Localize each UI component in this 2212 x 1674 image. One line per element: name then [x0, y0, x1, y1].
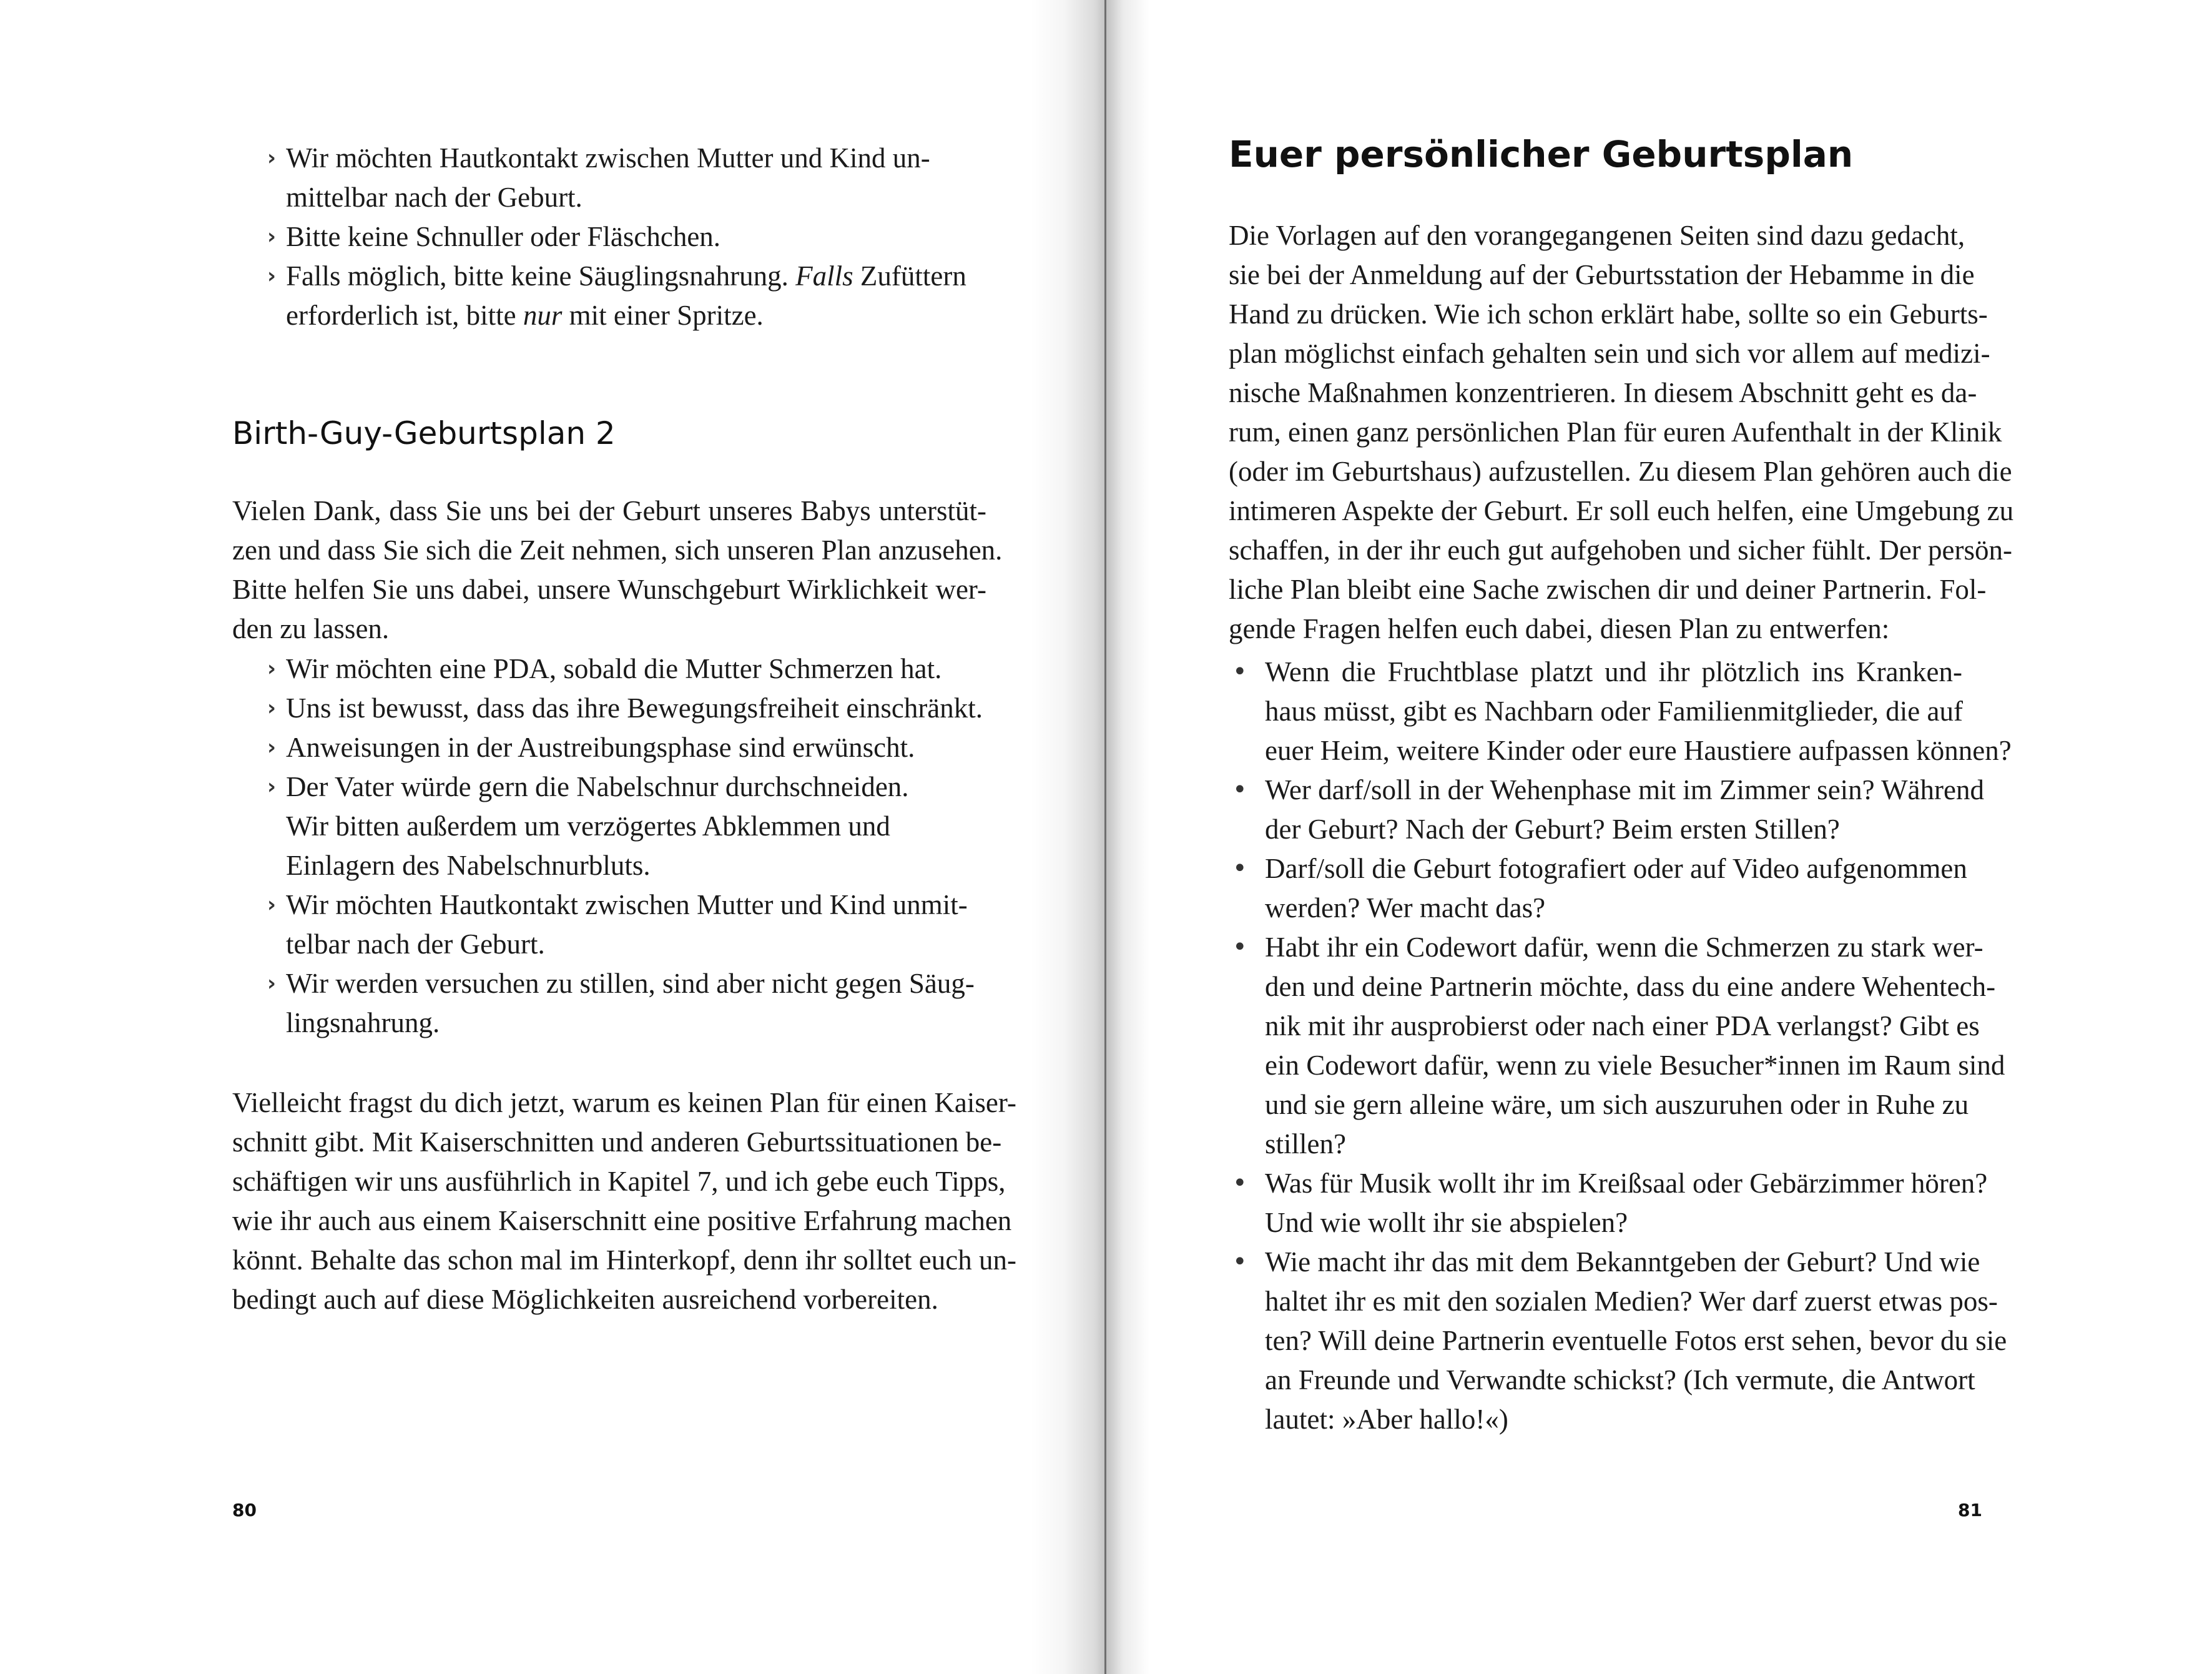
text-line: gende Fragen helfen euch dabei, diesen Plan zu entwerfen: [1229, 613, 1890, 644]
text-line: und sie gern alleine wäre, um sich auszuruhen oder in Ruhe zu [1265, 1089, 1969, 1120]
right-page [1106, 0, 2212, 1674]
bullet-arrow-icon: › [267, 735, 277, 760]
text-line: Vielen Dank, dass Sie uns bei der Geburt unseres Babys unterstüt- [232, 495, 986, 526]
bullet-arrow-icon: › [267, 696, 277, 721]
text-line: schnitt gibt. Mit Kaiserschnitten und anderen Geburtssituationen be- [232, 1126, 1002, 1158]
intro-paragraph-right [1229, 216, 2014, 649]
text-line: intimeren Aspekte der Geburt. Er soll euch helfen, eine Umgebung zu [1229, 495, 2014, 526]
text-line: stillen? [1265, 1128, 1346, 1159]
text-run: Zufüttern [853, 260, 966, 292]
bullet-arrow-icon: › [267, 263, 277, 288]
text-line: plan möglichst einfach gehalten sein und sich vor allem auf medizi- [1229, 338, 1990, 369]
text-line: schaffen, in der ihr euch gut aufgehoben und sicher fühlt. Der persön- [1229, 534, 2012, 566]
gutter-shadow-right [1106, 0, 1149, 1674]
bullet-dot-icon: • [1232, 854, 1247, 883]
text-line: telbar nach der Geburt. [286, 928, 545, 960]
text-line: liche Plan bleibt eine Sache zwischen dir und deiner Partnerin. Fol- [1229, 574, 1987, 605]
emphasis: nur [523, 300, 563, 331]
text-line: Wir bitten außerdem um verzögertes Abklemmen und [286, 810, 890, 842]
text-line: wie ihr auch aus einem Kaiserschnitt eine positive Erfahrung machen [232, 1205, 1012, 1236]
text-line: lautet: »Aber hallo!«) [1265, 1404, 1508, 1435]
text-line: mittelbar nach der Geburt. [286, 182, 582, 213]
text-line: Anweisungen in der Austreibungsphase sind erwünscht. [286, 732, 915, 763]
text-line: nik mit ihr ausprobierst oder nach einer PDA verlangst? Gibt es [1265, 1010, 1980, 1041]
text-line: Wenn die Fruchtblase platzt und ihr plötzlich ins Kranken- [1265, 656, 1962, 687]
text-line: lingsnahrung. [286, 1007, 440, 1038]
text-line: Vielleicht fragst du dich jetzt, warum es keinen Plan für einen Kaiser- [232, 1087, 1016, 1118]
gutter-fold [1104, 0, 1106, 1674]
page-heading: Euer persönlicher Geburtsplan [1229, 133, 1854, 175]
text-line: an Freunde und Verwandte schickst? (Ich vermute, die Antwort [1265, 1364, 1975, 1396]
text-line: Wir werden versuchen zu stillen, sind aber nicht gegen Säug- [286, 968, 975, 999]
text-line: Was für Musik wollt ihr im Kreißsaal oder Gebärzimmer hören? [1265, 1168, 1988, 1199]
bullet-dot-icon: • [1232, 657, 1247, 686]
text-line: (oder im Geburtshaus) aufzustellen. Zu diesem Plan gehören auch die [1229, 456, 2012, 487]
bullet-dot-icon: • [1232, 1169, 1247, 1198]
text-line: den und deine Partnerin möchte, dass du eine andere Wehentech- [1265, 971, 1996, 1002]
text-line: Der Vater würde gern die Nabelschnur durchschneiden. [286, 771, 909, 802]
text-line: den zu lassen. [232, 613, 390, 644]
text-run: erforderlich ist, bitte [286, 300, 523, 331]
bullet-arrow-icon: › [267, 224, 277, 249]
text-line: Die Vorlagen auf den vorangegangenen Seiten sind dazu gedacht, [1229, 220, 1965, 251]
text-line: zen und dass Sie sich die Zeit nehmen, sich unseren Plan anzusehen. [232, 534, 1003, 566]
page-number-left: 80 [232, 1500, 257, 1520]
text-line: Wir möchten Hautkontakt zwischen Mutter und Kind unmit- [286, 889, 968, 920]
text-line: bedingt auch auf diese Möglichkeiten ausreichend vorbereiten. [232, 1284, 938, 1315]
bullet-dot-icon: • [1232, 933, 1247, 962]
text-line: Bitte helfen Sie uns dabei, unsere Wunschgeburt Wirklichkeit wer- [232, 574, 986, 605]
closing-paragraph [232, 1083, 1016, 1319]
text-line: Hand zu drücken. Wie ich schon erklärt habe, sollte so ein Geburts- [1229, 298, 1988, 330]
text-line: euer Heim, weitere Kinder oder eure Haustiere aufpassen können? [1265, 735, 2012, 766]
text-run: Falls möglich, bitte keine Säuglingsnahrung. [286, 260, 796, 292]
bullet-arrow-icon: › [267, 145, 277, 170]
text-line: Habt ihr ein Codewort dafür, wenn die Schmerzen zu stark wer- [1265, 932, 1983, 963]
bullet-arrow-icon: › [267, 656, 277, 681]
text-line: werden? Wer macht das? [1265, 892, 1546, 923]
text-line: könnt. Behalte das schon mal im Hinterkopf, denn ihr solltet euch un- [232, 1244, 1016, 1276]
page-number-right: 81 [1958, 1500, 1982, 1520]
text-line: Wir möchten Hautkontakt zwischen Mutter und Kind un- [286, 142, 930, 174]
text-line: Wie macht ihr das mit dem Bekanntgeben der Geburt? Und wie [1265, 1246, 1980, 1278]
section-heading: Birth-Guy-Geburtsplan 2 [232, 415, 616, 451]
gutter-shadow [1030, 0, 1106, 1674]
text-line: der Geburt? Nach der Geburt? Beim ersten Stillen? [1265, 814, 1840, 845]
text-line: Einlagern des Nabelschnurbluts. [286, 850, 651, 881]
bullet-arrow-icon: › [267, 892, 277, 917]
text-line: Uns ist bewusst, dass das ihre Bewegungsfreiheit einschränkt. [286, 692, 983, 724]
bullet-dot-icon: • [1232, 775, 1247, 804]
text-line: haus müsst, gibt es Nachbarn oder Familienmitglieder, die auf [1265, 696, 1963, 727]
text-line: sie bei der Anmeldung auf der Geburtsstation der Hebamme in die [1229, 259, 1975, 290]
text-line: schäftigen wir uns ausführlich in Kapitel 7, und ich gebe euch Tipps, [232, 1166, 1006, 1197]
text-line: haltet ihr es mit den sozialen Medien? Wer darf zuerst etwas pos- [1265, 1286, 1998, 1317]
bullet-arrow-icon: › [267, 774, 277, 799]
text-line: ein Codewort dafür, wenn zu viele Besucher*innen im Raum sind [1265, 1050, 2005, 1081]
text-line [286, 296, 1016, 335]
text-line: Bitte keine Schnuller oder Fläschchen. [286, 221, 721, 252]
text-line: Wer darf/soll in der Wehenphase mit im Zimmer sein? Während [1265, 774, 1984, 805]
text-line: Und wie wollt ihr sie abspielen? [1265, 1207, 1628, 1238]
bullet-arrow-icon: › [267, 971, 277, 996]
text-line: ten? Will deine Partnerin eventuelle Fotos erst sehen, bevor du sie [1265, 1325, 2007, 1356]
text-line: rum, einen ganz persönlichen Plan für euren Aufenthalt in der Klinik [1229, 416, 2002, 448]
text-line: Darf/soll die Geburt fotografiert oder auf Video aufgenommen [1265, 853, 1967, 884]
text-line [286, 257, 1016, 296]
emphasis: Falls [795, 260, 853, 292]
intro-paragraph [232, 491, 1003, 649]
bullet-dot-icon: • [1232, 1248, 1247, 1276]
text-line: nische Maßnahmen konzentrieren. In diesem Abschnitt geht es da- [1229, 377, 1977, 408]
text-run: mit einer Spritze. [562, 300, 764, 331]
text-line: Wir möchten eine PDA, sobald die Mutter Schmerzen hat. [286, 653, 942, 684]
